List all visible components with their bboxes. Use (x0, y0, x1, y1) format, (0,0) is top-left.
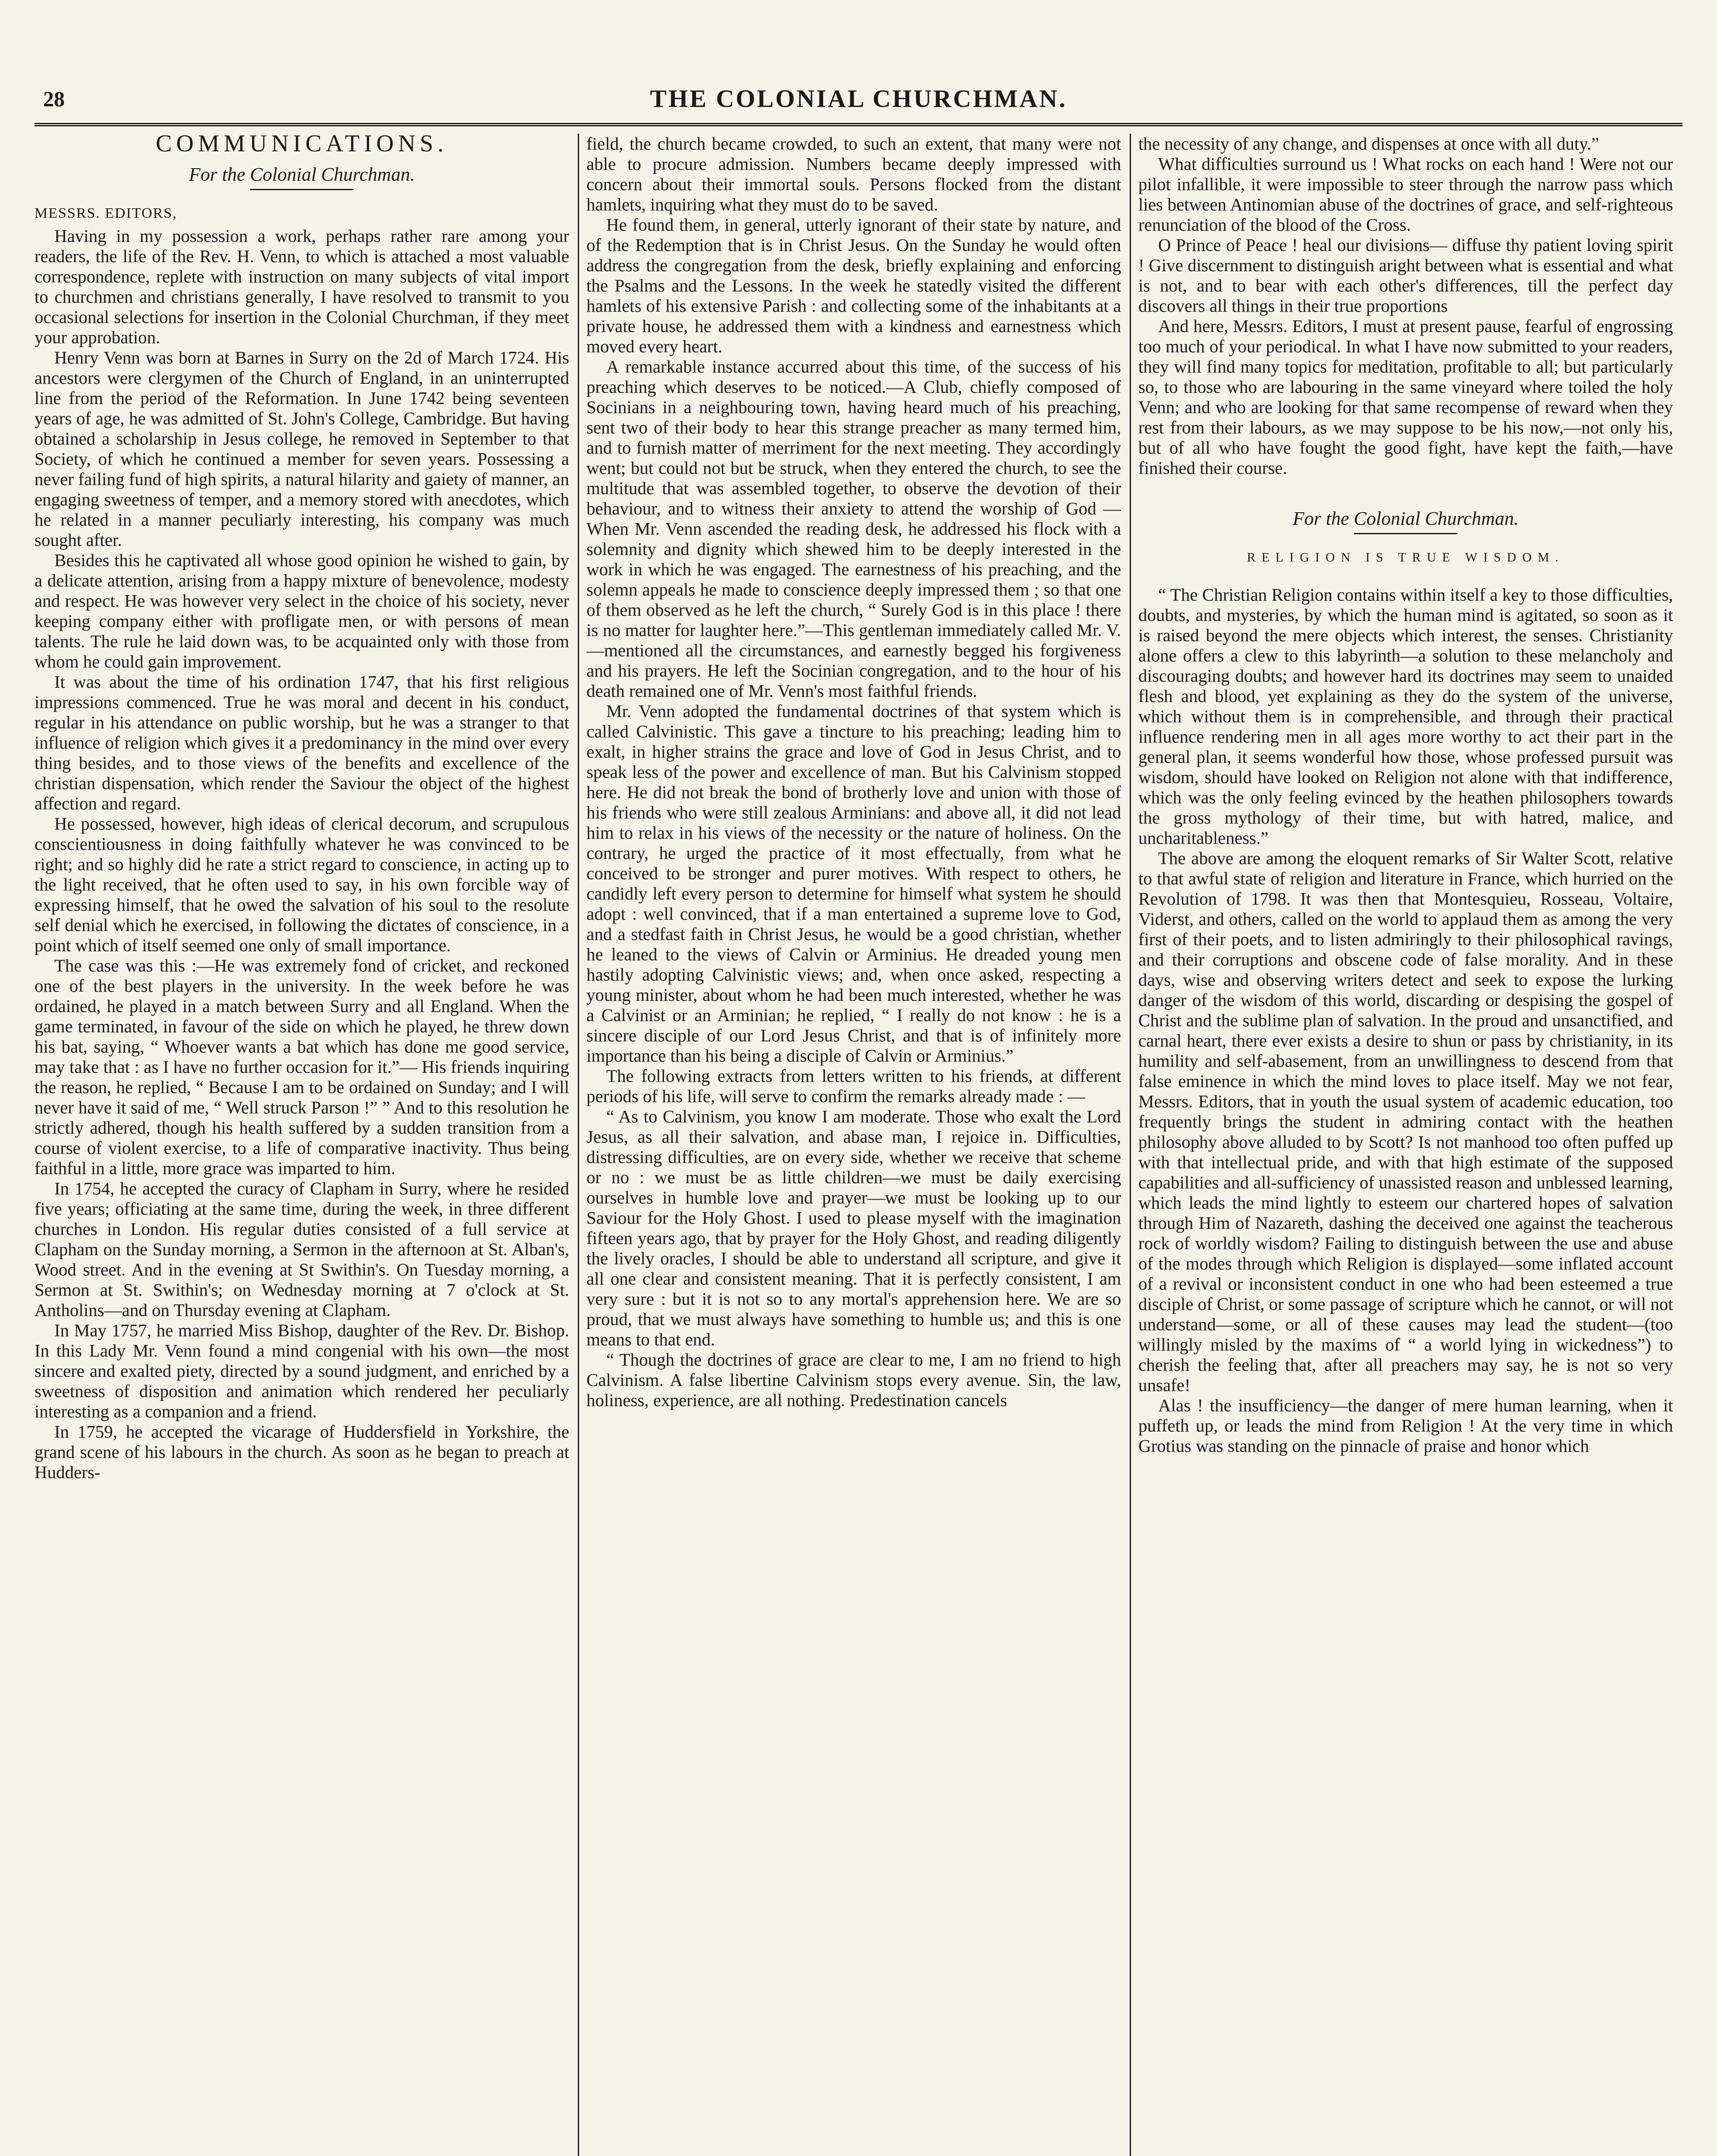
spacer (1138, 478, 1673, 504)
paragraph: He found them, in general, utterly ignorant of their state by nature, and of the Redemption that is in Christ Jesus. On the Sunday he would often address the congregation from the desk, briefly explaining and enforcing the Psalms and the Lessons. In the week he statedly visited the different hamlets of his extensive Parish : and collecting some of the inhabitants at a private house, he addressed them with a kindness and earnestness which moved every heart. (586, 215, 1121, 356)
paragraph: O Prince of Peace ! heal our divisions— diffuse thy patient loving spirit ! Give discernment to distinguish aright between what is essential and what is not, and to bear with each other's differences, till the perfect day discovers all things in their true proportions (1138, 235, 1673, 316)
page-number: 28 (43, 87, 65, 111)
paragraph: Alas ! the insufficiency—the danger of mere human learning, when it puffeth up, or leads the mind from Religion ! At the very time in which Grotius was standing on the pinnacle of praise and honor which (1138, 1395, 1673, 1456)
columns (34, 134, 1682, 2156)
header-rule (34, 123, 1683, 126)
column-3 (1138, 134, 1673, 2156)
short-rule (250, 189, 354, 190)
paragraph: Having in my possession a work, perhaps rather rare among your readers, the life of the Rev. H. Venn, to which is attached a most valuable correspondence, replete with instruction on many subjects of vital import to churchmen and christians generally, I have resolved to transmit to you occasional selections for insertion in the Colonial Churchman, if they meet your approbation. (34, 226, 569, 347)
paragraph: In 1754, he accepted the curacy of Clapham in Surry, where he resided five years; officiating at the same time, during the week, in three different churches in London. His regular duties consisted of a full service at Clapham on the Sunday morning, a Sermon in the afternoon at St. Alban's, Wood street. And in the evening at St Swithin's. On Tuesday morning, a Sermon at St. Swithin's; on Wednesday morning at 7 o'clock at St. Antholins—and on Thursday evening at Clapham. (34, 1178, 569, 1320)
section-heading: COMMUNICATIONS. (156, 134, 448, 157)
paragraph: The following extracts from letters written to his friends, at different periods of his life, will serve to confirm the remarks already made : — (586, 1066, 1121, 1106)
paragraph: “ Though the doctrines of grace are clear to me, I am no friend to high Calvinism. A false libertine Calvinism stops every avenue. Sin, the law, holiness, experience, are all nothing. Predestination cancels (586, 1350, 1121, 1410)
paragraph: It was about the time of his ordination 1747, that his first religious impressions commenced. True he was moral and decent in his conduct, regular in his attendance on public worship, but he was a stranger to that influence of religion which gives it a predominancy in the mind over every thing besides, and to those views of the benefits and excellence of the christian dispensation, which render the Saviour the object of the highest affection and regard. (34, 672, 569, 813)
paragraph: Henry Venn was born at Barnes in Surry on the 2d of March 1724. His ancestors were clergymen of the Church of England, in an uninterrupted line from the period of the Reformation. In June 1742 being seventeen years of age, he was admitted of St. John's College, Cambridge. But having obtained a scholarship in Jesus college, he removed in September to that Society, of which he continued a member for seven years. Possessing a never failing fund of high spirits, a natural hilarity and gaiety of manner, an engaging sweetness of temper, and a memory stored with anecdotes, which he related in a manner peculiarly interesting, his company was much sought after. (34, 348, 569, 550)
byline: For the Colonial Churchman. (1293, 508, 1519, 529)
paragraph: He possessed, however, high ideas of clerical decorum, and scrupulous conscientiousness in doing faithfully whatever he was convinced to be right; and so highly did he rate a strict regard to conscience, in acting up to the light received, that he often used to say, in his own forcible way of expressing himself, that he owed the salvation of his soul to the resolute self denial which he exercised, in following the dictates of conscience, in a point which of itself seemed one only of small importance. (34, 814, 569, 955)
column-1 (34, 134, 569, 2156)
paragraph: Besides this he captivated all whose good opinion he wished to gain, by a delicate attention, arising from a happy mixture of benevolence, modesty and respect. He was however very select in the choice of his society, never keeping company either with profligate men, or with persons of mean talents. The rule he laid down was, to be acquainted only with those from whom he could gain improvement. (34, 550, 569, 671)
paragraph: In May 1757, he married Miss Bishop, daughter of the Rev. Dr. Bishop. In this Lady Mr. Venn found a mind congenial with his own—the most sincere and exalted piety, directed by a sound judgment, and enriched by a sweetness of disposition and animation which rendered her peculiarly interesting as a companion and a friend. (34, 1320, 569, 1421)
column-divider (1130, 134, 1131, 2156)
paragraph: “ The Christian Religion contains within itself a key to those difficulties, doubts, and mysteries, by which the human mind is agitated, so soon as it is raised beyond the mere objects which interest, the senses. Christianity alone offers a clew to this labyrinth—a solution to these melancholy and discouraging doubts; and however hard its doctrines may seem to unaided flesh and blood, yet explaining as they do the system of the universe, which without them is in comprehensible, and through their practical influence rendering men in all ages more worthy to act their part in the general plan, it seems wonderful how those, whose professed pursuit was wisdom, should have looked on Religion not alone with that indifference, which was the only feeling evinced by the heathen philosophers towards the gross mythology of their time, but with hatred, malice, and uncharitableness.” (1138, 585, 1673, 848)
paragraph: The case was this :—He was extremely fond of cricket, and reckoned one of the best players in the university. In the week before he was ordained, he played in a match between Surry and all England. When the game terminated, in favour of the side on which he played, he threw down his bat, saying, “ Whoever wants a bat which has done me good service, may take that : as I have no further occasion for it.”— His friends inquiring the reason, he replied, “ Because I am to be ordained on Sunday; and I will never have it said of me, “ Well struck Parson !” ” And to this resolution he strictly adhered, though his health suffered by a sudden transition from a course of violent exercise, to a life of comparative inactivity. Thus being faithful in a little, more grace was imparted to him. (34, 956, 569, 1178)
byline: For the Colonial Churchman. (189, 164, 415, 185)
column-divider (578, 134, 579, 2156)
paragraph: field, the church became crowded, to such an extent, that many were not able to procure admission. Numbers became deeply impressed with concern about their immortal souls. Persons flocked from the distant hamlets, inquiring what they must do to be saved. (586, 134, 1121, 214)
paragraph: What difficulties surround us ! What rocks on each hand ! Were not our pilot infallible, it were impossible to steer through the narrow pass which lies between Antinomian abuse of the doctrines of grace, and self-righteous renunciation of the blood of the Cross. (1138, 154, 1673, 235)
paragraph: A remarkable instance accurred about this time, of the success of his preaching which deserves to be noticed.—A Club, chiefly composed of Socinians in a neighbouring town, having heard much of his preaching, sent two of their body to hear this strange preacher as many termed him, and to furnish matter of merriment for the next meeting. They accordingly went; but could not but be struck, when they entered the church, to see the multitude that was assembled together, to observe the devotion of their behaviour, and to witness their anxiety to attend the worship of God —When Mr. Venn ascended the reading desk, he addressed his flock with a solemnity and dignity which shewed him to be deeply interested in the work in which he was engaged. The earnestness of his preaching, and the solemn appeals he made to conscience deeply impressed them ; so that one of them observed as he left the church, “ Surely God is in this place ! there is no matter for laughter here.”—This gentleman immediately called Mr. V.—mentioned all the circumstances, and earnestly begged his forgiveness and his prayers. He left the Socinian congregation, and to the hour of his death remained one of Mr. Venn's most faithful friends. (586, 357, 1121, 701)
paragraph: The above are among the eloquent remarks of Sir Walter Scott, relative to that awful state of religion and literature in France, which hurried on the Revolution of 1798. It was then that Montesquieu, Rosseau, Voltaire, Viderst, and others, called on the world to applaud them as among the very first of their poets, and to listen admiringly to their philosophical ravings, and their corruptions and obscene code of false morality. And in these days, wise and observing writers detect and seek to expose the lurking danger of the wisdom of this world, discarding or despising the gospel of Christ and the sublime plan of salvation. In the proud and unsanctified, and carnal heart, there ever exists a desire to shun or pass by christianity, in its humility and self-abasement, from an unwillingness to descend from that false eminence in which the mind loves to place itself. May we not fear, Messrs. Editors, that in youth the usual system of academic education, too frequently brings the student in admiring contact with the heathen philosophy above alluded to by Scott? Is not manhood too often puffed up with that intellectual pride, and with that high estimate of the supposed capabilities and all-sufficiency of unassisted reason and unblessed learning, which leads the mind lightly to esteem our chartered hopes of salvation through Him of Nazareth, dashing the deceived one against the teacherous rock of worldly wisdom? Failing to distinguish between the use and abuse of the modes through which Religion is displayed—some inflated account of a revival or inconsistent conduct in one who had been esteemed a true disciple of Christ, or some passage of scripture which he cannot, or will not understand—some, or all of these causes may lead the student—(too willingly misled by the maxims of “ a world lying in wickedness”) to cherish the feeling that, after all preachers may say, he is not so very unsafe! (1138, 848, 1673, 1395)
column-2 (586, 134, 1121, 2156)
short-rule (1354, 533, 1457, 534)
running-head: THE COLONIAL CHURCHMAN. (650, 85, 1067, 113)
paragraph: the necessity of any change, and dispenses at once with all duty.” (1138, 134, 1599, 154)
paragraph: And here, Messrs. Editors, I must at present pause, fearful of engrossing too much of your periodical. In what I have now submitted to your readers, they will find many topics for meditation, profitable to all; but particularly so, to those who are labouring in the same vineyard where toiled the holy Venn; and who are looking for that same recompense of reward when they rest from their labours, as we may suppose to be his now,—not only his, but of all who have fought the good fight, have kept the faith,—have finished their course. (1138, 316, 1673, 478)
salutation: MESSRS. EDITORS, (34, 205, 177, 221)
paragraph: In 1759, he accepted the vicarage of Huddersfield in Yorkshire, the grand scene of his labours in the church. As soon as he began to preach at Hudders- (34, 1422, 569, 1482)
paragraph: “ As to Calvinism, you know I am moderate. Those who exalt the Lord Jesus, as all their salvation, and abase man, I rejoice in. Difficulties, distressing difficulties, are on every side, whether we receive that scheme or no : we must be as little children—we must be daily exercising ourselves in humble love and prayer—we must be looking up to our Saviour for the Holy Ghost. I used to please myself with the imagination fifteen years ago, that by prayer for the Holy Ghost, and reading diligently the lively oracles, I should be able to understand all scripture, and give it all one clear and consistent meaning. That it is perfectly consistent, I am very sure : but it is not so to any mortal's apprehension here. We are so proud, that we must always have something to humble us; and this is one means to that end. (586, 1106, 1121, 1349)
article-title: RELIGION IS TRUE WISDOM. (1247, 550, 1565, 564)
paragraph: Mr. Venn adopted the fundamental doctrines of that system which is called Calvinistic. This gave a tincture to his preaching; leading him to exalt, in higher strains the grace and love of God in Jesus Christ, and to speak less of the power and excellence of man. But his Calvinism stopped here. He did not break the bond of brotherly love and union with those of his friends who were still zealous Arminians: and above all, it did not lead him to relax in his views of the necessity or the nature of holiness. On the contrary, he urged the practice of it most effectually, from what he conceived to be stronger and purer motives. With respect to others, he candidly left every person to determine for himself what system he should adopt : well convinced, that if a man entertained a supreme love to God, and a stedfast faith in Christ Jesus, he would be a good christian, whether he leaned to the views of Calvin or Arminius. He dreaded young men hastily adopting Calvinistic views; and, when once asked, respecting a young minister, about whom he had been much interested, whether he was a Calvinist or an Arminian; he replied, “ I really do not know : he is a sincere disciple of our Lord Jesus Christ, and that is of infinitely more importance than his being a disciple of Calvin or Arminius.” (586, 701, 1121, 1065)
